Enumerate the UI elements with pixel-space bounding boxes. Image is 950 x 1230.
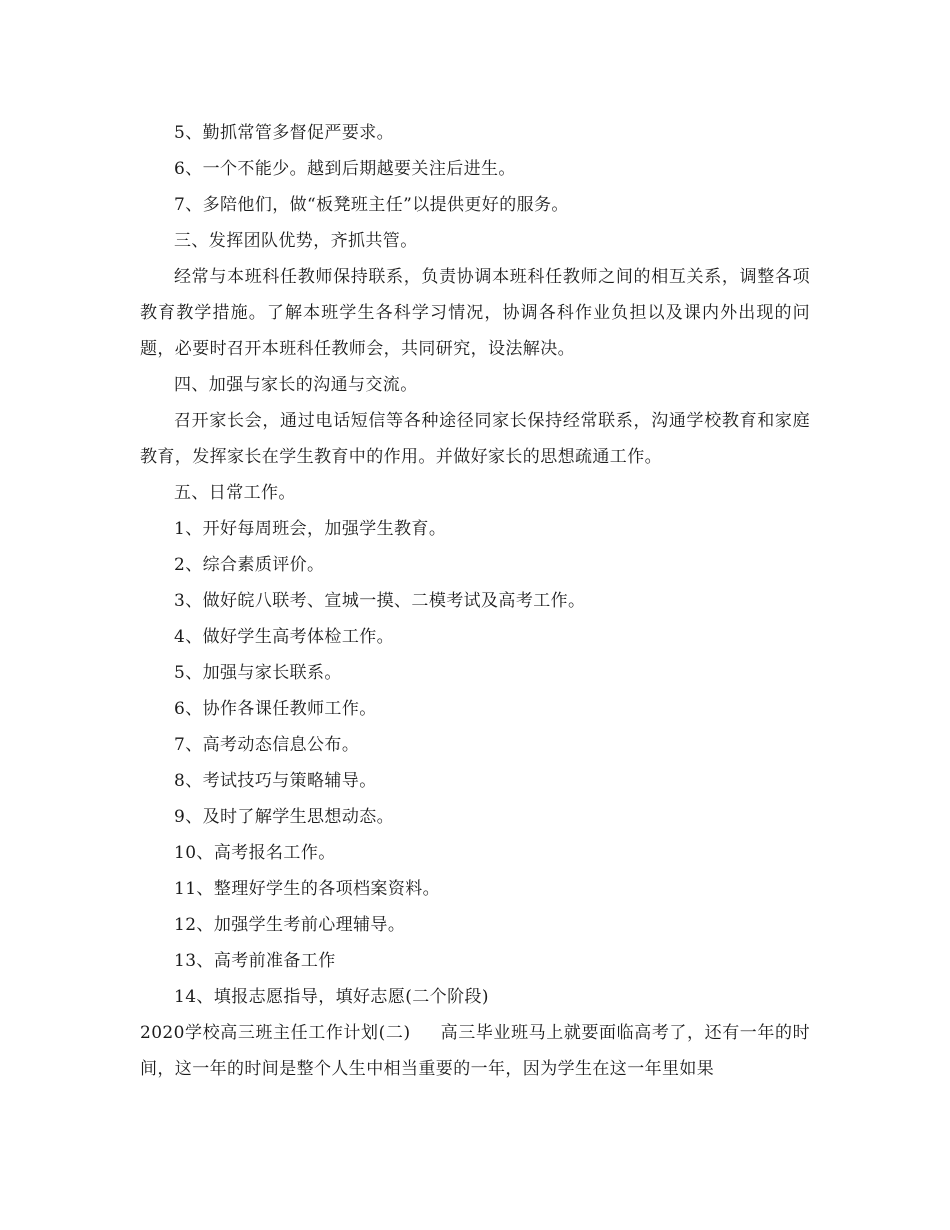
daily-item-5: 5、加强与家长联系。: [174, 663, 342, 683]
daily-item-4: 4、做好学生高考体检工作。: [174, 627, 395, 647]
daily-item-6: 6、协作各课任教师工作。: [174, 699, 377, 719]
daily-item-10: 10、高考报名工作。: [174, 843, 336, 863]
section-heading-parents: 四、加强与家长的沟通与交流。: [174, 375, 418, 395]
document-body: [140, 115, 810, 1087]
list-item-5-routine: 5、勤抓常管多督促严要求。: [174, 123, 395, 143]
daily-item-12: 12、加强学生考前心理辅导。: [174, 915, 406, 935]
section-heading-teamwork: 三、发挥团队优势，齐抓共管。: [174, 231, 418, 251]
daily-item-11: 11、整理好学生的各项档案资料。: [174, 879, 441, 899]
paragraph-teamwork: 经常与本班科任教师保持联系，负责协调本班科任教师之间的相互关系，调整各项教育教学措施。了解本班学生各科学习情况，协调各科作业负担以及课内外出现的问题，必要时召开本班科任教师会，共同研究，设法解决。: [140, 267, 810, 359]
daily-item-2: 2、综合素质评价。: [174, 555, 325, 575]
daily-item-8: 8、考试技巧与策略辅导。: [174, 771, 377, 791]
daily-item-9: 9、及时了解学生思想动态。: [174, 807, 395, 827]
daily-item-7: 7、高考动态信息公布。: [174, 735, 360, 755]
daily-item-13: 13、高考前准备工作: [174, 951, 336, 971]
daily-item-1: 1、开好每周班会，加强学生教育。: [174, 519, 447, 539]
plan-two-heading: 2020学校高三班主任工作计划(二): [140, 1023, 411, 1043]
plan-two-body: 高三毕业班马上就要面临高考了，还有一年的时间，这一年的时间是整个人生中相当重要的一年，因为学生在这一年里如果: [140, 1023, 810, 1079]
paragraph-parents: 召开家长会，通过电话短信等各种途径同家长保持经常联系，沟通学校教育和家庭教育，发挥家长在学生教育中的作用。并做好家长的思想疏通工作。: [140, 411, 810, 467]
list-item-6-no-one-left: 6、一个不能少。越到后期越要关注后进生。: [174, 159, 516, 179]
list-item-7-accompany: 7、多陪他们，做“板凳班主任”以提供更好的服务。: [174, 195, 569, 215]
plan-two-paragraph: [140, 1015, 810, 1087]
daily-item-3: 3、做好皖八联考、宣城一摸、二模考试及高考工作。: [174, 591, 586, 611]
daily-item-14: 14、填报志愿指导，填好志愿(二个阶段): [174, 987, 489, 1007]
section-heading-daily-work: 五、日常工作。: [174, 483, 296, 503]
